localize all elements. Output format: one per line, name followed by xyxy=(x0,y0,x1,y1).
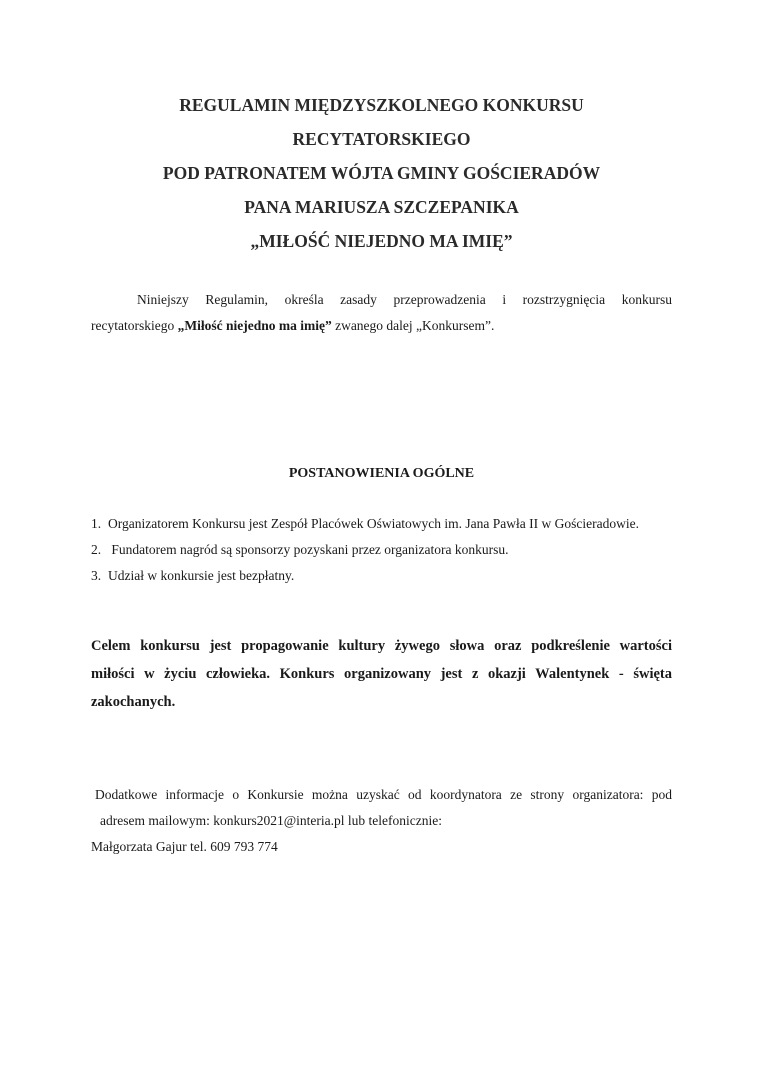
list-item-number: 2. xyxy=(91,542,102,557)
list-item-text: Fundatorem nagród są sponsorzy pozyskani przez organizatora konkursu. xyxy=(108,542,509,557)
intro-line-1: Niniejszy Regulamin, określa zasady przeprowadzenia i rozstrzygnięcia konkursu xyxy=(137,292,672,307)
goal-line-2: miłości w życiu człowieka. Konkurs organizowany jest z okazji Walentynek - święta xyxy=(91,666,672,682)
goal-line-1: Celem konkursu jest propagowanie kultury żywego słowa oraz podkreślenie wartości xyxy=(91,638,672,654)
intro-line-2 xyxy=(91,313,672,339)
goal-line-3: zakochanych. xyxy=(91,694,176,710)
list-item-text: Organizatorem Konkursu jest Zespół Placówek Oświatowych im. Jana Pawła II w Gościeradowie. xyxy=(108,516,639,531)
list-item xyxy=(91,537,691,563)
contest-name: „Miłość niejedno ma imię” xyxy=(177,318,332,333)
intro-prefix: recytatorskiego xyxy=(91,318,178,333)
intro-suffix: zwanego dalej „Konkursem”. xyxy=(331,318,495,333)
title-line-4: PANA MARIUSZA SZCZEPANIKA xyxy=(244,197,519,217)
list-item xyxy=(91,563,691,589)
document-title xyxy=(0,88,763,258)
contact-paragraph xyxy=(91,782,672,860)
contact-line-3: Małgorzata Gajur tel. 609 793 774 xyxy=(91,839,278,854)
contact-line-1: Dodatkowe informacje o Konkursie można uzyskać od koordynatora ze strony organizatora: pod xyxy=(95,787,672,802)
title-line-1: REGULAMIN MIĘDZYSZKOLNEGO KONKURSU xyxy=(179,95,584,115)
intro-paragraph xyxy=(91,287,672,339)
title-line-2: RECYTATORSKIEGO xyxy=(292,129,471,149)
list-item xyxy=(91,511,691,537)
list-item-number: 3. xyxy=(91,568,102,583)
goal-paragraph xyxy=(91,632,672,716)
section-heading: POSTANOWIENIA OGÓLNE xyxy=(288,466,475,481)
list-item-number: 1. xyxy=(91,516,102,531)
title-line-5: „MIŁOŚĆ NIEJEDNO MA IMIĘ” xyxy=(250,231,513,251)
title-line-3: POD PATRONATEM WÓJTA GMINY GOŚCIERADÓW xyxy=(162,163,601,183)
contact-line-2: adresem mailowym: konkurs2021@interia.pl lub telefonicznie: xyxy=(100,813,442,828)
general-provisions-list xyxy=(91,511,691,589)
list-item-text: Udział w konkursie jest bezpłatny. xyxy=(108,568,295,583)
